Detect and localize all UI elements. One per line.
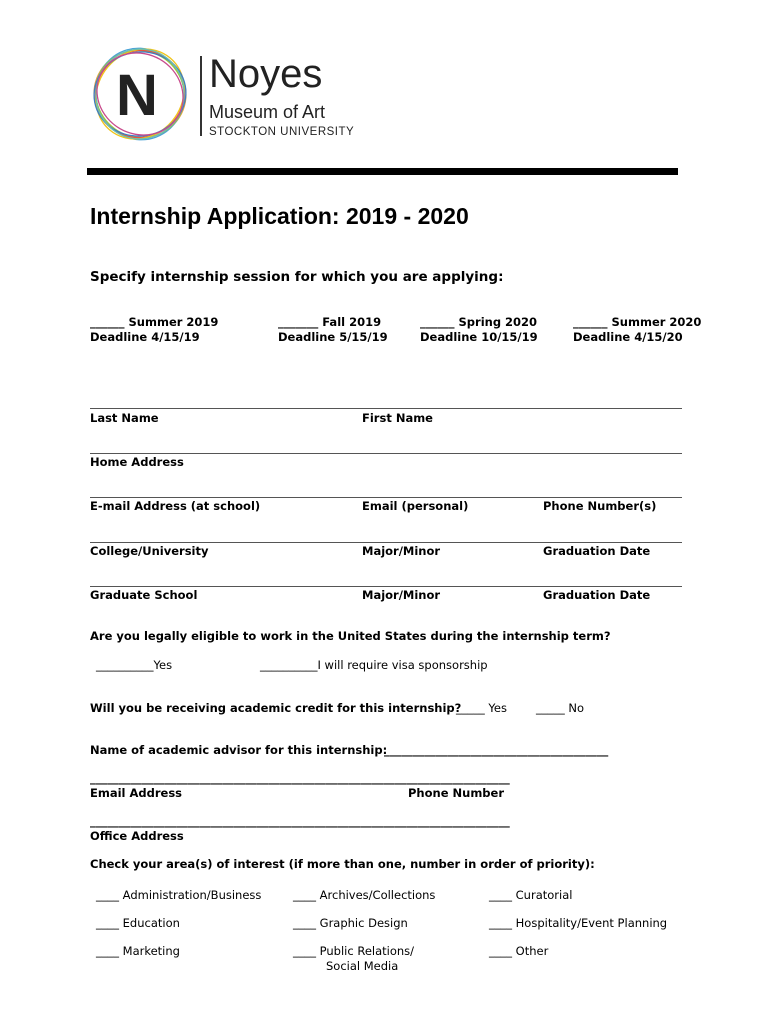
- logo-subtitle: Museum of Art: [209, 102, 326, 122]
- logo-divider: [200, 56, 202, 136]
- session-option: [90, 315, 218, 345]
- field-line[interactable]: [90, 453, 682, 454]
- logo-name: Noyes: [209, 52, 323, 96]
- session-option: [420, 315, 538, 345]
- eligibility-yes-option[interactable]: __________Yes: [96, 658, 173, 672]
- session-deadline: Deadline 4/15/20: [573, 330, 683, 344]
- logo: [88, 42, 355, 147]
- advisor-phone-label: Phone Number: [408, 786, 505, 800]
- advisor-contact-line[interactable]: _________________________________________________________________________: [90, 771, 510, 785]
- credit-yes-option[interactable]: _____ Yes: [456, 701, 507, 715]
- session-option: [278, 315, 388, 345]
- advisor-label: Name of academic advisor for this internship:: [90, 743, 388, 757]
- session-deadline: Deadline 4/15/19: [90, 330, 200, 344]
- email-personal-label: Email (personal): [362, 499, 469, 513]
- field-line[interactable]: [90, 586, 682, 587]
- college-label: College/University: [90, 544, 209, 558]
- interest-option[interactable]: ____ Other: [489, 944, 549, 958]
- email-school-label: E-mail Address (at school): [90, 499, 261, 513]
- interests-prompt: Check your area(s) of interest (if more than one, number in order of priority):: [90, 857, 595, 871]
- last-name-label: Last Name: [90, 411, 159, 425]
- session-label: ______ Summer 2020: [573, 315, 702, 329]
- session-label: _______ Fall 2019: [278, 315, 382, 329]
- interest-option-continuation: Social Media: [326, 959, 399, 973]
- credit-question: Will you be receiving academic credit for this internship?: [90, 701, 462, 715]
- interest-option[interactable]: ____ Education: [96, 916, 180, 930]
- first-name-label: First Name: [362, 411, 433, 425]
- logo-letter: N: [116, 63, 158, 128]
- eligibility-question: Are you legally eligible to work in the United States during the internship term?: [90, 629, 611, 643]
- graduate-school-label: Graduate School: [90, 588, 198, 602]
- phone-label: Phone Number(s): [543, 499, 657, 513]
- page-title: Internship Application: 2019 - 2020: [90, 203, 469, 229]
- session-label: ______ Summer 2019: [90, 315, 219, 329]
- visa-sponsorship-option[interactable]: __________I will require visa sponsorship: [260, 658, 488, 672]
- logo-university: STOCKTON UNIVERSITY: [209, 126, 355, 138]
- home-address-label: Home Address: [90, 455, 184, 469]
- major-label: Major/Minor: [362, 588, 441, 602]
- session-option: [573, 315, 701, 345]
- field-line[interactable]: [90, 542, 682, 543]
- interest-option[interactable]: ____ Archives/Collections: [293, 888, 436, 902]
- credit-no-option[interactable]: _____ No: [536, 701, 585, 715]
- interest-option[interactable]: ____ Graphic Design: [293, 916, 408, 930]
- session-label: ______ Spring 2020: [420, 315, 538, 329]
- session-prompt: Specify internship session for which you are applying:: [90, 269, 504, 285]
- interest-option[interactable]: ____ Marketing: [96, 944, 180, 958]
- advisor-email-label: Email Address: [90, 786, 183, 800]
- session-deadline: Deadline 5/15/19: [278, 330, 388, 344]
- advisor-name-blank[interactable]: _______________________________________: [384, 743, 609, 757]
- field-line[interactable]: [90, 497, 682, 498]
- header-bar: [87, 168, 678, 175]
- major-label: Major/Minor: [362, 544, 441, 558]
- interest-option[interactable]: ____ Administration/Business: [96, 888, 262, 902]
- field-line[interactable]: [90, 408, 682, 409]
- advisor-office-line[interactable]: _________________________________________________________________________: [90, 814, 510, 828]
- interest-option[interactable]: ____ Curatorial: [489, 888, 573, 902]
- graduation-date-label: Graduation Date: [543, 544, 651, 558]
- interest-option[interactable]: ____ Public Relations/: [293, 944, 415, 958]
- graduation-date-label: Graduation Date: [543, 588, 651, 602]
- interest-option[interactable]: ____ Hospitality/Event Planning: [489, 916, 668, 930]
- advisor-office-label: Office Address: [90, 829, 184, 843]
- session-deadline: Deadline 10/15/19: [420, 330, 538, 344]
